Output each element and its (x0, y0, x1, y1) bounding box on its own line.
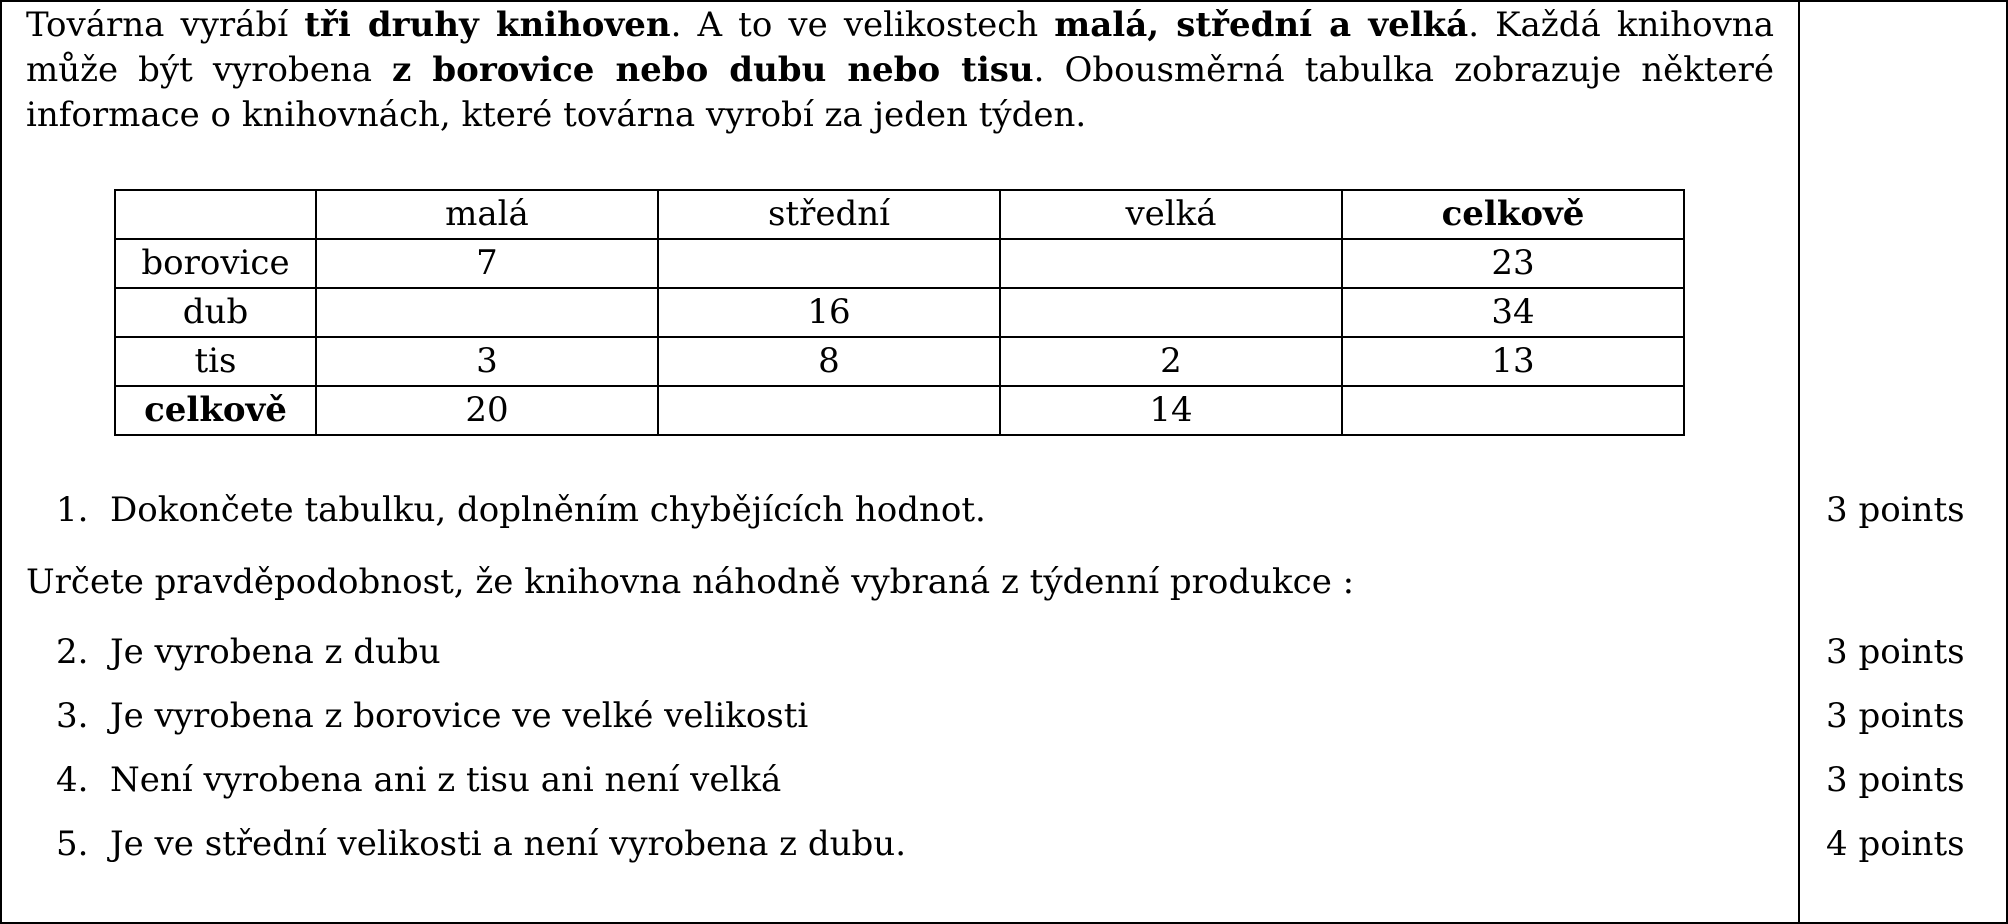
question-text: Je vyrobena z dubu (110, 632, 441, 672)
table-row-label: celkově (115, 386, 316, 435)
points-column-divider (1798, 0, 1800, 924)
intro-bold-1: tři druhy knihoven (304, 5, 671, 45)
question-number: 5. (56, 824, 89, 864)
table-row-label: tis (115, 337, 316, 386)
table-row (115, 239, 1684, 288)
table-cell: 20 (316, 386, 658, 435)
instruction-text: Určete pravděpodobnost, že knihovna náhodně vybraná z týdenní produkce : (26, 562, 1355, 602)
intro-bold-3: z borovice nebo dubu nebo tisu (392, 50, 1034, 90)
table-row (115, 337, 1684, 386)
table-header-cell (115, 190, 316, 239)
table-row (115, 288, 1684, 337)
table-cell (658, 386, 1000, 435)
intro-text-2: . A to ve velikostech (670, 5, 1055, 45)
table-row-label: borovice (115, 239, 316, 288)
table-cell: 8 (658, 337, 1000, 386)
question-number: 3. (56, 696, 89, 736)
table-cell: 3 (316, 337, 658, 386)
table-cell (1342, 386, 1684, 435)
table-cell (1000, 239, 1342, 288)
question-text: Je ve střední velikosti a není vyrobena z dubu. (110, 824, 906, 864)
question-text: Dokončete tabulku, doplněním chybějících hodnot. (110, 490, 986, 530)
table-cell: 34 (1342, 288, 1684, 337)
question-points: 3 points (1826, 760, 1965, 800)
table-cell (1000, 288, 1342, 337)
question-number: 4. (56, 760, 89, 800)
intro-bold-2: malá, střední a velká (1054, 5, 1469, 45)
table-cell: 2 (1000, 337, 1342, 386)
question-2 (56, 630, 441, 675)
table-cell (316, 288, 658, 337)
question-number: 1. (56, 490, 89, 530)
table-header-cell: celkově (1342, 190, 1684, 239)
question-points: 3 points (1826, 696, 1965, 736)
table-cell: 16 (658, 288, 1000, 337)
intro-text-3: . Každá knihovna může být vyrobena (26, 5, 1774, 90)
question-points: 4 points (1826, 824, 1965, 864)
two-way-table (114, 189, 1685, 436)
table-header-row (115, 190, 1684, 239)
question-3 (56, 694, 808, 739)
question-4 (56, 758, 781, 803)
table-cell (658, 239, 1000, 288)
intro-text-1: Továrna vyrábí (26, 5, 305, 45)
table-cell: 23 (1342, 239, 1684, 288)
table-header-cell: malá (316, 190, 658, 239)
question-1 (56, 488, 986, 533)
intro-paragraph (26, 3, 1774, 138)
intro-text-4: . Obousměrná tabulka zobrazuje některé informace o knihovnách, které továrna vyrobí za jeden týden. (26, 50, 1774, 135)
table-header-cell: střední (658, 190, 1000, 239)
question-5 (56, 822, 906, 867)
table-row-label: dub (115, 288, 316, 337)
question-points: 3 points (1826, 632, 1965, 672)
question-text: Není vyrobena ani z tisu ani není velká (110, 760, 782, 800)
table-total-row (115, 386, 1684, 435)
table-header-cell: velká (1000, 190, 1342, 239)
table-cell: 13 (1342, 337, 1684, 386)
question-points: 3 points (1826, 490, 1965, 530)
question-text: Je vyrobena z borovice ve velké velikosti (110, 696, 809, 736)
question-number: 2. (56, 632, 89, 672)
table-cell: 7 (316, 239, 658, 288)
table-cell: 14 (1000, 386, 1342, 435)
